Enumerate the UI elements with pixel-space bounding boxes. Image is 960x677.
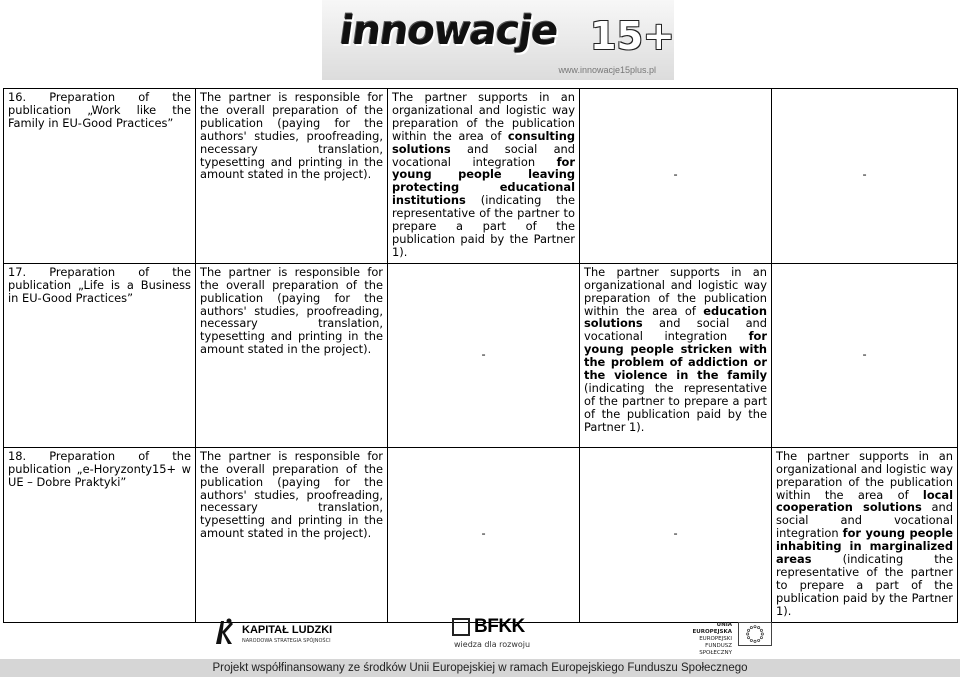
empty-cell: - (580, 447, 772, 622)
eu-flag-icon (738, 622, 772, 646)
table-row (4, 263, 958, 447)
partner-tasks-table (3, 88, 958, 623)
task-title-cell: 18. Preparation of the publication „e-Horyzonty15+ w UE – Dobre Praktyki” (4, 447, 196, 622)
sponsor-logos: KAPITAŁ LUDZKI NARODOWA STRATEGIA SPÓJNOŚCI BFKK wiedza dla rozwoju UNIA EUROPEJSKA EUROPEJSKI FUNDUSZ SPOŁECZNY (0, 612, 960, 657)
task-title-cell: 17. Preparation of the publication „Life is a Business in EU-Good Practices” (4, 263, 196, 447)
task-title-cell: 16. Preparation of the publication „Work like the Family in EU-Good Practices” (4, 89, 196, 264)
page-header (0, 0, 960, 90)
logo-number: 15+ (590, 14, 675, 58)
empty-cell: - (388, 447, 580, 622)
empty-cell: - (772, 263, 958, 447)
innowacje-logo (322, 0, 674, 80)
support-cell: The partner supports in an organizational and logistic way preparation of the publication within the area of education solutions and social and vocational integration for young people stricken with the problem of addiction or the violence in the family (indicating the representative of the partner to prepare a part of the publication paid by the Partner 1). (580, 263, 772, 447)
empty-cell: - (772, 89, 958, 264)
cofinancing-note: Projekt współfinansowany ze środków Unii Europejskiej w ramach Europejskiego Funduszu Społecznego (0, 659, 960, 677)
responsibility-cell: The partner is responsible for the overall preparation of the publication (paying for the authors' studies, proofreading, necessary translation, typesetting and printing in the amount stated in the project). (196, 447, 388, 622)
logo-text: innowacje (336, 8, 561, 54)
logo-url: www.innowacje15plus.pl (558, 65, 656, 75)
support-cell: The partner supports in an organizational and logistic way preparation of the publication within the area of local cooperation solutions and social and vocational integration for young people inhabiting in marginalized areas (indicating the representative of the partner to prepare a part of the publication paid by the Partner 1). (772, 447, 958, 622)
responsibility-cell: The partner is responsible for the overall preparation of the publication (paying for the authors' studies, proofreading, necessary translation, typesetting and printing in the amount stated in the project). (196, 263, 388, 447)
bfkk-icon (452, 618, 470, 636)
table-row (4, 89, 958, 264)
kapital-ludzki-icon (212, 618, 234, 646)
empty-cell: - (580, 89, 772, 264)
empty-cell: - (388, 263, 580, 447)
support-cell: The partner supports in an organizational and logistic way preparation of the publication within the area of consulting solutions and social and vocational integration for young people leaving protecting educational institutions (indicating the representative of the partner to prepare a part of the publication paid by the Partner 1). (388, 89, 580, 264)
responsibility-cell: The partner is responsible for the overall preparation of the publication (paying for the authors' studies, proofreading, necessary translation, typesetting and printing in the amount stated in the project). (196, 89, 388, 264)
table-row (4, 447, 958, 622)
